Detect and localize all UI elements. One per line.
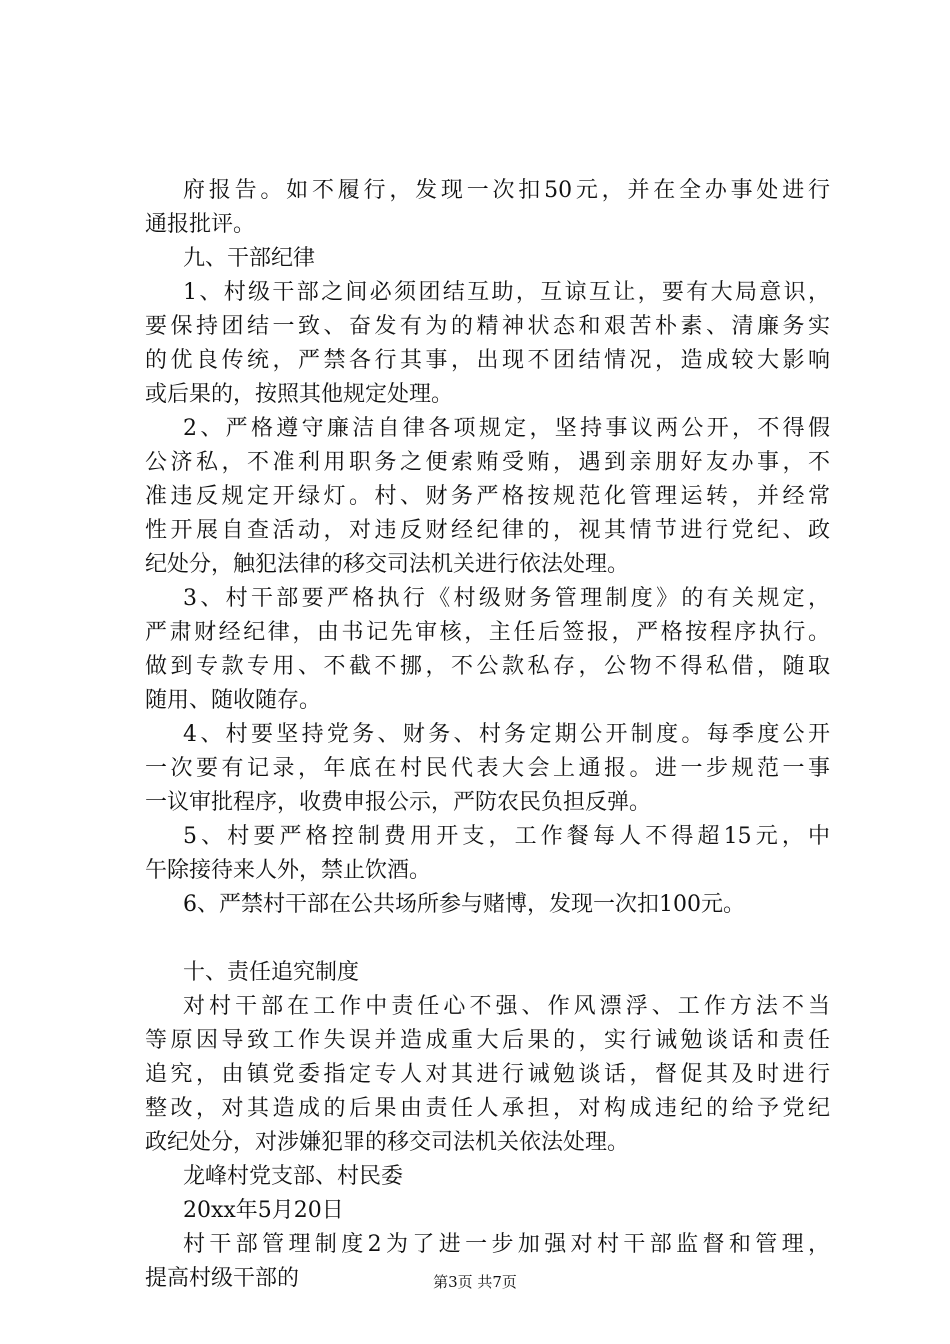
document-body <box>145 174 830 1296</box>
paragraph-line: 1、村级干部之间必须团结互助，互谅互让，要有大局意识， <box>183 280 830 305</box>
paragraph-line: 通报批评。 <box>145 212 256 237</box>
paragraph-line: 性开展自查活动，对违反财经纪律的，视其情节进行党纪、政 <box>145 518 830 543</box>
paragraph-line: 午除接待来人外，禁止饮酒。 <box>145 858 432 883</box>
paragraph-line: 一次要有记录，年底在村民代表大会上通报。进一步规范一事 <box>145 756 830 781</box>
paragraph-line: 整改，对其造成的后果由责任人承担，对构成违纪的给予党纪 <box>145 1096 830 1121</box>
paragraph-line: 村干部管理制度2为了进一步加强对村干部监督和管理， <box>183 1232 830 1257</box>
paragraph-line: 对村干部在工作中责任心不强、作风漂浮、工作方法不当 <box>183 994 830 1019</box>
paragraph-line: 准违反规定开绿灯。村、财务严格按规范化管理运转，并经常 <box>145 484 830 509</box>
paragraph-spacer <box>145 922 830 956</box>
paragraph-line: 5、村要严格控制费用开支，工作餐每人不得超15元，中 <box>183 824 830 849</box>
page-footer <box>0 1272 950 1292</box>
page-number: 第3页 共7页 <box>433 1273 517 1291</box>
paragraph-line: 或后果的，按照其他规定处理。 <box>145 382 454 407</box>
paragraph-line: 2、严格遵守廉洁自律各项规定，坚持事议两公开，不得假 <box>183 416 830 441</box>
paragraph-line: 追究，由镇党委指定专人对其进行诫勉谈话，督促其及时进行 <box>145 1062 830 1087</box>
paragraph-line: 府报告。如不履行，发现一次扣50元，并在全办事处进行 <box>183 178 830 203</box>
paragraph-line: 纪处分，触犯法律的移交司法机关进行依法处理。 <box>145 552 630 577</box>
paragraph-line: 4、村要坚持党务、财务、村务定期公开制度。每季度公开 <box>183 722 830 747</box>
signature-org: 龙峰村党支部、村民委 <box>183 1164 404 1189</box>
paragraph-line: 3、村干部要严格执行《村级财务管理制度》的有关规定， <box>183 586 830 611</box>
section-heading: 十、责任追究制度 <box>183 960 360 985</box>
paragraph-line: 等原因导致工作失误并造成重大后果的，实行诫勉谈话和责任 <box>145 1028 830 1053</box>
paragraph-line: 要保持团结一致、奋发有为的精神状态和艰苦朴素、清廉务实 <box>145 314 830 339</box>
paragraph-line: 的优良传统，严禁各行其事，出现不团结情况，造成较大影响 <box>145 348 830 373</box>
paragraph-line: 政纪处分，对涉嫌犯罪的移交司法机关依法处理。 <box>145 1130 630 1155</box>
paragraph-line: 一议审批程序，收费申报公示，严防农民负担反弹。 <box>145 790 652 815</box>
signature-date: 20xx年5月20日 <box>183 1198 344 1223</box>
paragraph-line: 公济私，不准利用职务之便索贿受贿，遇到亲朋好友办事，不 <box>145 450 830 475</box>
paragraph-line: 做到专款专用、不截不挪，不公款私存，公物不得私借，随取 <box>145 654 830 679</box>
paragraph-line: 提高村级干部的 <box>145 1266 300 1291</box>
section-heading: 九、干部纪律 <box>183 246 316 271</box>
paragraph-line: 随用、随收随存。 <box>145 688 322 713</box>
paragraph-line: 6、严禁村干部在公共场所参与赌博，发现一次扣100元。 <box>183 892 745 917</box>
paragraph-line: 严肃财经纪律，由书记先审核，主任后签报，严格按程序执行。 <box>145 620 830 645</box>
